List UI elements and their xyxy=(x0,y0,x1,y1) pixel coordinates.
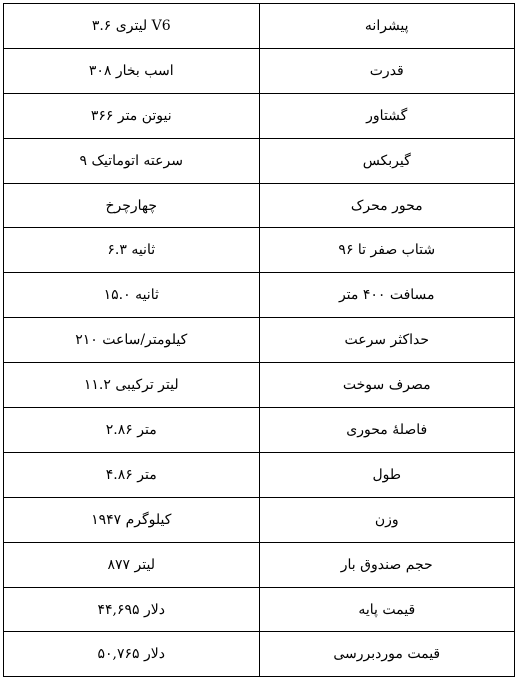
spec-label: محور محرک xyxy=(259,183,515,228)
table-row xyxy=(4,138,515,183)
table-row xyxy=(4,587,515,632)
spec-value: سرعته اتوماتیک ۹ xyxy=(4,138,260,183)
spec-label: قیمت موردبررسی xyxy=(259,632,515,677)
table-row xyxy=(4,318,515,363)
spec-value: ثانیه ۱۵.۰ xyxy=(4,273,260,318)
spec-value: کیلوگرم ۱۹۴۷ xyxy=(4,497,260,542)
specifications-table xyxy=(3,3,515,677)
table-row xyxy=(4,497,515,542)
table-row xyxy=(4,632,515,677)
table-row xyxy=(4,48,515,93)
spec-value: لیتر ترکیبی ۱۱.۲ xyxy=(4,363,260,408)
table-row xyxy=(4,183,515,228)
spec-value: متر ۴.۸۶ xyxy=(4,452,260,497)
spec-value: دلار ۵۰,۷۶۵ xyxy=(4,632,260,677)
spec-label: گیربکس xyxy=(259,138,515,183)
spec-value: کیلومتر/ساعت ۲۱۰ xyxy=(4,318,260,363)
table-row xyxy=(4,408,515,453)
table-row xyxy=(4,542,515,587)
table-row xyxy=(4,4,515,49)
spec-label: مصرف سوخت xyxy=(259,363,515,408)
spec-value: دلار ۴۴,۶۹۵ xyxy=(4,587,260,632)
spec-value: متر ۲.۸۶ xyxy=(4,408,260,453)
spec-label: فاصلهٔ محوری xyxy=(259,408,515,453)
spec-value: چهارچرخ xyxy=(4,183,260,228)
table-row xyxy=(4,273,515,318)
table-row xyxy=(4,452,515,497)
spec-label: حداکثر سرعت xyxy=(259,318,515,363)
spec-label: قیمت پایه xyxy=(259,587,515,632)
spec-value: نیوتن متر ۳۶۶ xyxy=(4,93,260,138)
table-row xyxy=(4,228,515,273)
spec-label: پیشرانه xyxy=(259,4,515,49)
spec-label: شتاب صفر تا ۹۶ xyxy=(259,228,515,273)
spec-label: مسافت ۴۰۰ متر xyxy=(259,273,515,318)
spec-value: لیتر ۸۷۷ xyxy=(4,542,260,587)
spec-label: قدرت xyxy=(259,48,515,93)
spec-label: طول xyxy=(259,452,515,497)
spec-label: حجم صندوق بار xyxy=(259,542,515,587)
spec-value: اسب بخار ۳۰۸ xyxy=(4,48,260,93)
spec-value: ثانیه ۶.۳ xyxy=(4,228,260,273)
spec-label: گشتاور xyxy=(259,93,515,138)
table-row xyxy=(4,363,515,408)
spec-label: وزن xyxy=(259,497,515,542)
table-row xyxy=(4,93,515,138)
spec-value: V6 لیتری ۳.۶ xyxy=(4,4,260,49)
